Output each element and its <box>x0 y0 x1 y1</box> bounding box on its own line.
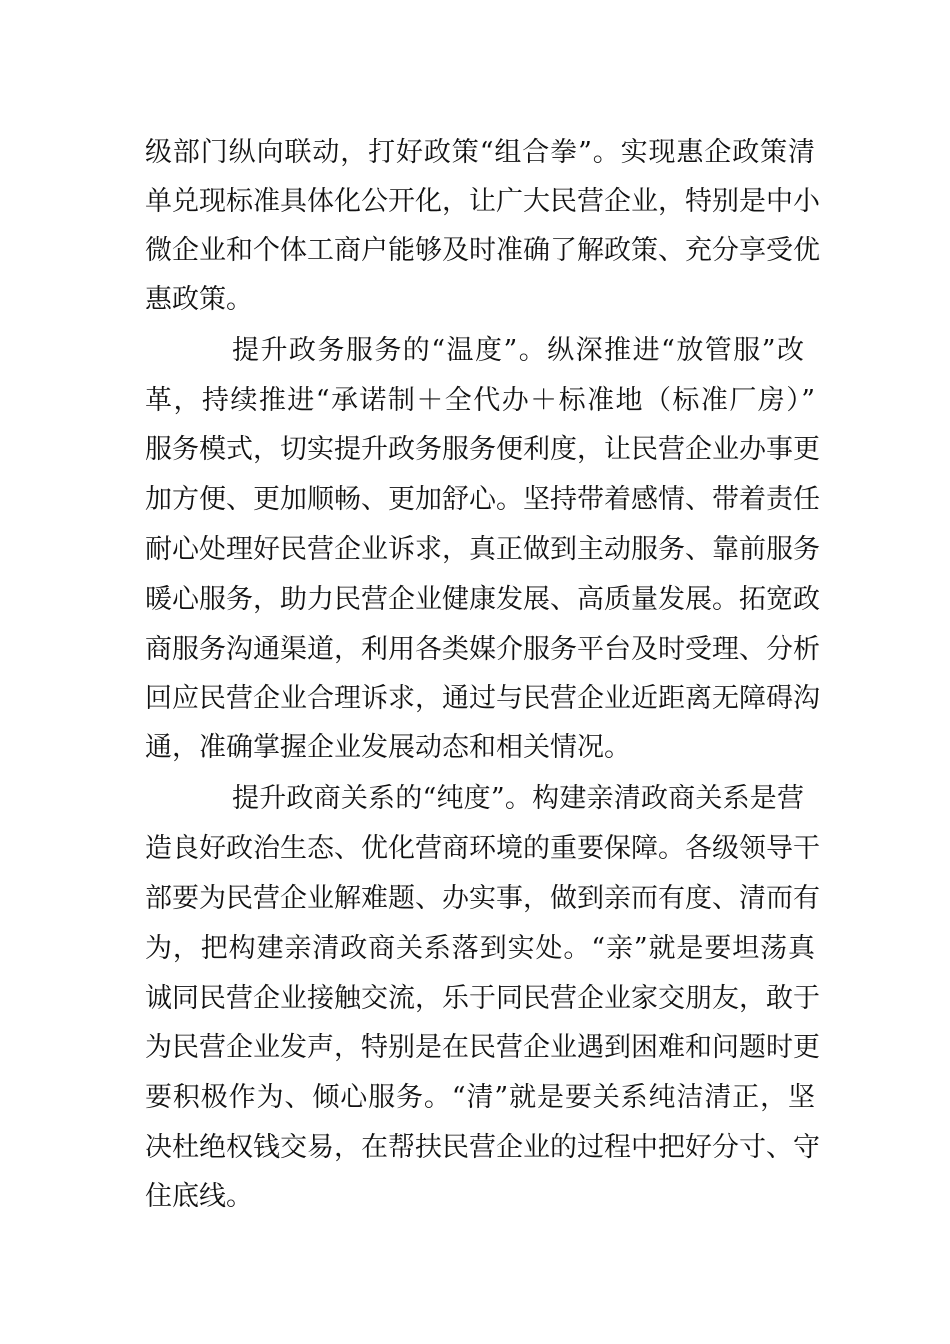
paragraph-start-line: 提升政务服务的“温度”。纵深推进“放管服”改 <box>232 335 804 366</box>
text-line: 耐心处理好民营企业诉求，真正做到主动服务、靠前服务 <box>145 534 820 565</box>
text-line: 微企业和个体工商户能够及时准确了解政策、充分享受优 <box>145 235 820 266</box>
text-line: 服务模式，切实提升政务服务便利度，让民营企业办事更 <box>145 434 820 465</box>
text-line: 要积极作为、倾心服务。“清”就是要关系纯洁清正，坚 <box>145 1082 815 1113</box>
text-line: 级部门纵向联动，打好政策“组合拳”。实现惠企政策清 <box>145 137 815 168</box>
text-line: 诚同民营企业接触交流，乐于同民营企业家交朋友，敢于 <box>145 983 820 1014</box>
text-line: 造良好政治生态、优化营商环境的重要保障。各级领导干 <box>145 833 820 864</box>
text-line: 商服务沟通渠道，利用各类媒介服务平台及时受理、分析 <box>145 634 820 665</box>
text-line: 住底线。 <box>145 1181 253 1212</box>
text-line: 单兑现标准具体化公开化，让广大民营企业，特别是中小 <box>145 186 820 217</box>
text-line: 革，持续推进“承诺制＋全代办＋标准地（标准厂房）” <box>145 385 815 416</box>
text-line: 惠政策。 <box>145 284 253 315</box>
text-line: 加方便、更加顺畅、更加舒心。坚持带着感情、带着责任 <box>145 484 820 515</box>
text-line: 部要为民营企业解难题、办实事，做到亲而有度、清而有 <box>145 883 820 914</box>
text-line: 回应民营企业合理诉求，通过与民营企业近距离无障碍沟 <box>145 683 820 714</box>
text-line: 决杜绝权钱交易，在帮扶民营企业的过程中把好分寸、守 <box>145 1132 820 1163</box>
text-line: 为民营企业发声，特别是在民营企业遇到困难和问题时更 <box>145 1032 820 1063</box>
text-line: 为，把构建亲清政商关系落到实处。“亲”就是要坦荡真 <box>145 933 815 964</box>
paragraph-start-line: 提升政商关系的“纯度”。构建亲清政商关系是营 <box>232 783 804 814</box>
text-line: 暖心服务，助力民营企业健康发展、高质量发展。拓宽政 <box>145 584 820 615</box>
text-line: 通，准确掌握企业发展动态和相关情况。 <box>145 732 631 763</box>
